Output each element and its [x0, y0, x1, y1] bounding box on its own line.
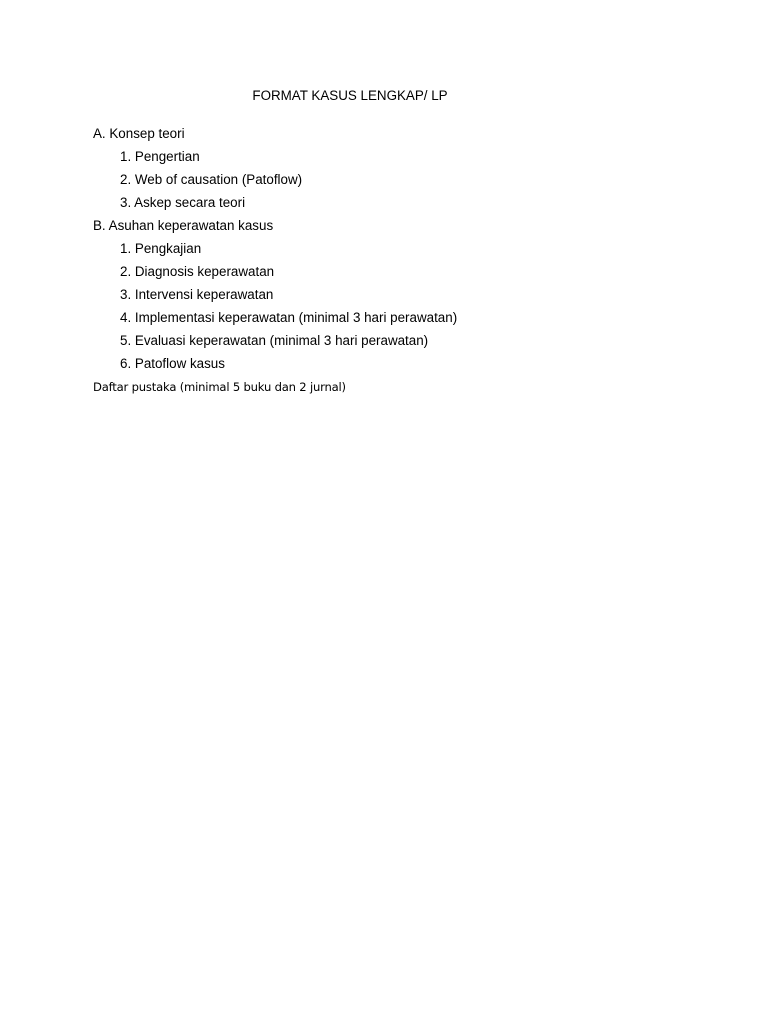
list-item: 6. Patoflow kasus [120, 356, 225, 372]
section-list-asuhan-keperawatan [120, 241, 457, 380]
section-list-konsep-teori [120, 149, 302, 218]
list-item: 2. Diagnosis keperawatan [120, 264, 275, 280]
bibliography-note: Daftar pustaka (minimal 5 buku dan 2 jurnal) [93, 380, 346, 394]
list-item: 3. Intervensi keperawatan [120, 287, 274, 303]
list-item: 1. Pengkajian [120, 241, 202, 256]
section-heading-asuhan-keperawatan: B. Asuhan keperawatan kasus [93, 218, 274, 233]
list-item: 4. Implementasi keperawatan (minimal 3 hari perawatan) [120, 310, 458, 326]
list-item: 3. Askep secara teori [120, 195, 246, 211]
list-item: 1. Pengertian [120, 149, 200, 164]
list-item: 5. Evaluasi keperawatan (minimal 3 hari perawatan) [120, 333, 429, 349]
section-heading-konsep-teori: A. Konsep teori [93, 126, 185, 141]
list-item: 2. Web of causation (Patoflow) [120, 172, 303, 188]
document-title: FORMAT KASUS LENGKAP/ LP [252, 88, 448, 103]
